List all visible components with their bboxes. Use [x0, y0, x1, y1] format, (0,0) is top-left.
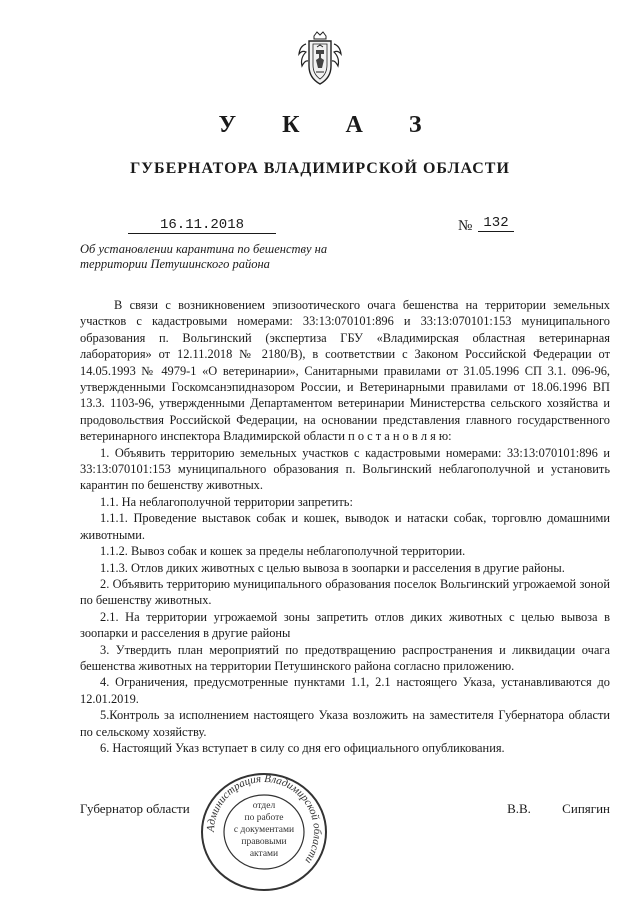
coat-of-arms-icon — [296, 30, 344, 88]
clause-6: 6. Настоящий Указ вступает в силу со дня его официального опубликования. — [100, 740, 505, 755]
preamble-paragraph — [80, 297, 610, 445]
stamp-line-4: правовыми — [241, 837, 287, 847]
document-subtitle: ГУБЕРНАТОРА ВЛАДИМИРСКОЙ ОБЛАСТИ — [130, 160, 510, 177]
clause-1-1-1: 1.1.1. Проведение выставок собак и кошек, выводок и натаски собак, торговлю домашними животными. — [80, 511, 610, 542]
clause-2: 2. Объявить территорию муниципального образования поселок Вольгинский угрожаемой зоной по бешенству животных. — [80, 576, 610, 608]
document-date: 16.11.2018 — [128, 217, 276, 234]
clause-1-1: 1.1. На неблагополучной территории запретить: — [100, 494, 353, 509]
signer-name: В.В. Сипягин — [507, 801, 610, 816]
stamp-line-5: актами — [249, 849, 279, 859]
document-title: У К А З — [218, 112, 442, 138]
stamp-line-3: с документами — [233, 825, 295, 835]
clause-4: 4. Ограничения, предусмотренные пунктами 1.1, 2.1 настоящего Указа, устанавливаются до 12.01.2019. — [80, 675, 610, 706]
decree-word: п о с т а н о в л я ю: — [348, 429, 452, 444]
stamp-line-1: отдел — [252, 801, 276, 811]
stamp-line-2: по работе — [244, 813, 284, 823]
document-number: 132 — [478, 215, 514, 232]
clause-1-1-3: 1.1.3. Отлов диких животных с целью вывоза в зоопарки и расселения в другие районы. — [100, 560, 565, 575]
clause-3: 3. Утвердить план мероприятий по предотвращению распространения и ликвидации очага бешенства животных на территории Петушинского района согласно приложению. — [80, 642, 610, 673]
clause-1-1-2: 1.1.2. Вывоз собак и кошек за пределы неблагополучной территории. — [100, 544, 466, 559]
clause-5: 5.Контроль за исполнением настоящего Указа возложить на заместителя Губернатора области по сельскому хозяйству. — [80, 708, 610, 739]
document-subject: Об установлении карантина по бешенству на территории Петушинского района — [80, 242, 328, 271]
stamp-ring-text: Администрация Владимирской области — [204, 772, 324, 866]
clause-2-1: 2.1. На территории угрожаемой зоны запретить отлов диких животных с целью вывоза в зоопарки и расселения в другие районы — [80, 609, 610, 641]
round-seal-icon — [196, 770, 332, 894]
document-body — [80, 297, 610, 756]
clause-1: 1. Объявить территорию земельных участков с кадастровыми номерами: 33:13:070101:896 и 33:13:070101:153 муниципального образования п. Вольгинский неблагополучной и установить карантин по бешенству животных. — [80, 445, 610, 493]
signer-position: Губернатор области — [80, 801, 190, 816]
preamble-text: В связи с возникновением эпизоотического очага бешенства на территории земельных участков с кадастровыми номерами: 33:13:070101:896 и 33:13:070101:153 муниципального образования п. Вольгинский (экспертиза ГБУ «Владимирская областная ветеринарная лаборатория» от 12.11.2018 № 2180/В), в соответствии с Законом Российской Федерации от 14.05.1993 № 4979-1 «О ветеринарии», Санитарными правилами от 31.05.1996 СП 3.1. 096-96, утвержденными Госкомсанэпидназором России, и Ветеринарными правилами от 18.06.1996 ВП 13.3. 1103-96, утвержденными Департаментом ветеринарии Министерства сельского хозяйства и продовольствия Российской Федерации, на основании представления главного государственного ветеринарного инспектора Владимирской области — [80, 298, 610, 444]
number-label: № — [458, 218, 473, 234]
signature-block — [80, 800, 610, 820]
